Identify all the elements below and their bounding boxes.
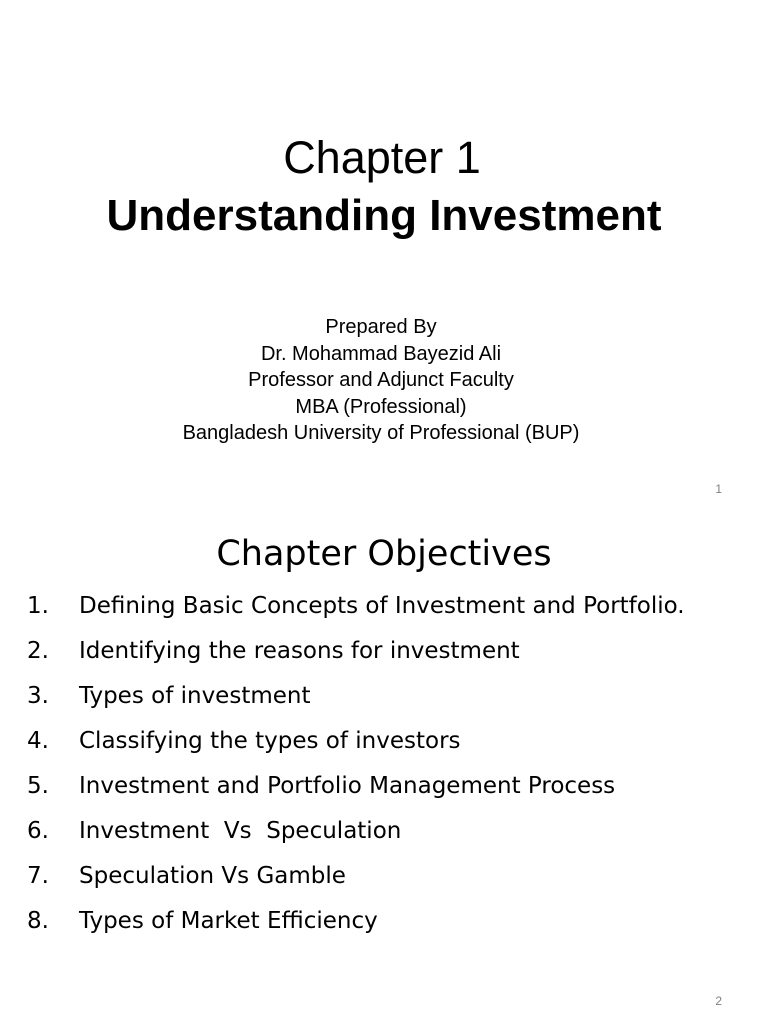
objectives-slide [0,512,768,1024]
list-item [27,629,757,674]
list-item-text: Speculation Vs Gamble [79,863,346,889]
credit-line-author: Dr. Mohammad Bayezid Ali [260,342,502,365]
list-item [27,809,757,854]
page-number: 2 [715,994,722,1008]
list-item-text: Defining Basic Concepts of Investment and Portfolio. [79,593,685,619]
credit-line-position: Professor and Adjunct Faculty [248,369,514,391]
objectives-title: Chapter Objectives [216,534,552,574]
list-item [27,719,757,764]
list-item-number: 5. [27,773,49,799]
credit-line-prepared-by: Prepared By [325,316,437,338]
chapter-number: Chapter 1 [283,132,481,183]
list-item [27,899,757,944]
list-item [27,674,757,719]
credit-line-program: MBA (Professional) [295,395,467,418]
page-number: 1 [715,482,722,496]
list-item-number: 6. [27,818,49,844]
list-item-text: Types of Market Efficiency [79,908,378,934]
list-item-number: 2. [27,638,49,664]
list-item-text: Investment and Portfolio Management Process [79,773,616,799]
list-item-text: Investment Vs Speculation [79,818,402,844]
list-item-number: 4. [27,728,49,754]
list-item-text: Identifying the reasons for investment [79,638,520,664]
list-item-number: 3. [27,683,49,709]
list-item [27,854,757,899]
list-item [27,584,757,629]
chapter-title: Understanding Investment [106,191,662,240]
list-item-number: 1. [27,593,49,619]
list-item-text: Types of investment [79,683,311,709]
objectives-list [27,584,757,944]
list-item-text: Classifying the types of investors [79,728,461,754]
list-item [27,764,757,809]
list-item-number: 7. [27,863,49,889]
credit-line-institution: Bangladesh University of Professional (BUP) [182,422,580,444]
author-credits [0,314,765,447]
list-item-number: 8. [27,908,49,934]
